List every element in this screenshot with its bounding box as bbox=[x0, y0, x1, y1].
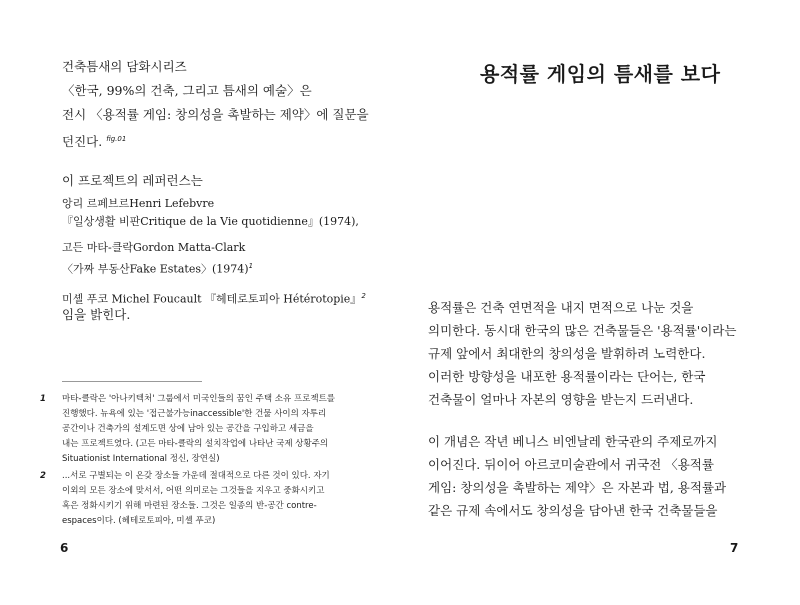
intro-line bbox=[62, 127, 392, 154]
reference-line: 『일상생활 비판Critique de la Vie quotidienne』(1974), bbox=[62, 215, 359, 228]
body-line: 이 개념은 작년 베니스 비엔날레 한국관의 주제로까지 bbox=[428, 434, 718, 449]
page-number: 7 bbox=[730, 541, 739, 555]
intro-line-text: 던진다. bbox=[62, 134, 103, 150]
footnote-marker: 1 bbox=[248, 262, 254, 270]
footnote-line: 공간이나 건축가의 설계도면 상에 남아 있는 공간을 구입하고 세금을 bbox=[62, 424, 314, 434]
reference-line: 고든 마타-클락Gordon Matta-Clark bbox=[62, 241, 246, 254]
body-line: 규제 앞에서 최대한의 창의성을 발휘하려 노력한다. bbox=[428, 346, 706, 361]
footnote-line: 마타-클락은 '아나키텍처' 그룹에서 미국인들의 꿈인 주택 소유 프로젝트를 bbox=[62, 394, 335, 404]
footnote-number: 2 bbox=[40, 471, 46, 481]
footnote bbox=[40, 469, 385, 529]
footnote-line: 혹은 정화시키기 위해 마련된 장소들. 그것은 일종의 반-공간 contre- bbox=[62, 501, 317, 511]
footnote-number: 1 bbox=[40, 394, 46, 404]
references-heading: 이 프로젝트의 레퍼런스는 bbox=[62, 173, 203, 188]
footnote-divider bbox=[62, 381, 202, 382]
footnote-line: 이외의 모든 장소에 맞서서, 어떤 의미로는 그것들을 지우고 중화시키고 bbox=[62, 486, 325, 496]
body-line: 게임: 창의성을 촉발하는 제약〉은 자본과 법, 용적률과 bbox=[428, 480, 727, 495]
intro-line: 〈한국, 99%의 건축, 그리고 틈새의 예술〉은 bbox=[62, 83, 312, 98]
footnote-line: Situationist International 정신, 장연실) bbox=[62, 454, 220, 464]
footnote-marker: 2 bbox=[361, 291, 366, 300]
footnote-line: ...서로 구별되는 이 온갖 장소들 가운데 절대적으로 다른 것이 있다. 자기 bbox=[62, 471, 330, 481]
figure-reference: fig.01 bbox=[106, 135, 127, 143]
body-line: 건축물이 얼마나 자본의 영향을 받는지 드러낸다. bbox=[428, 392, 694, 407]
body-line: 이어진다. 뒤이어 아르코미술관에서 귀국전 〈용적률 bbox=[428, 457, 714, 472]
reference-text: 미셸 푸코 Michel Foucault 『헤테로토피아 Hétérotopie』 bbox=[62, 292, 362, 306]
body-line: 이러한 방향성을 내포한 용적률이라는 단어는, 한국 bbox=[428, 369, 706, 384]
body-line: 의미한다. 동시대 한국의 많은 건축물들은 '용적률'이라는 bbox=[428, 323, 737, 338]
footnote-line: 진행했다. 뉴욕에 있는 '접근불가능inaccessible'한 건물 사이의 자투리 bbox=[62, 409, 327, 419]
body-line: 용적률은 건축 연면적을 내지 면적으로 나눈 것을 bbox=[428, 300, 694, 315]
footnote-line: 내는 프로젝트였다. (고든 마타-클락의 설치작업에 나타난 국제 상황주의 bbox=[62, 439, 329, 449]
intro-paragraph bbox=[62, 55, 392, 154]
references-list bbox=[62, 195, 392, 308]
footnotes bbox=[40, 392, 385, 531]
page-number: 6 bbox=[60, 541, 69, 555]
body-line: 같은 규제 속에서도 창의성을 담아낸 한국 건축물들을 bbox=[428, 503, 718, 518]
body-paragraph bbox=[428, 296, 778, 411]
reference-text: 〈가짜 부동산Fake Estates〉(1974) bbox=[62, 262, 249, 276]
page-title: 용적률 게임의 틈새를 보다 bbox=[480, 62, 721, 86]
footnote bbox=[40, 392, 385, 467]
right-page bbox=[400, 0, 800, 605]
intro-line: 건축틈새의 담화시리즈 bbox=[62, 59, 187, 74]
footnote-line: espaces이다. (헤테로토피아, 미셸 푸코) bbox=[62, 516, 216, 526]
reference-line: 앙리 르페브르Henri Lefebvre bbox=[62, 197, 215, 210]
reference-line bbox=[62, 257, 392, 279]
closing-line: 임을 밝힌다. bbox=[62, 307, 131, 322]
intro-line: 전시 〈용적률 게임: 창의성을 촉발하는 제약〉에 질문을 bbox=[62, 107, 369, 122]
body-paragraph bbox=[428, 430, 778, 522]
